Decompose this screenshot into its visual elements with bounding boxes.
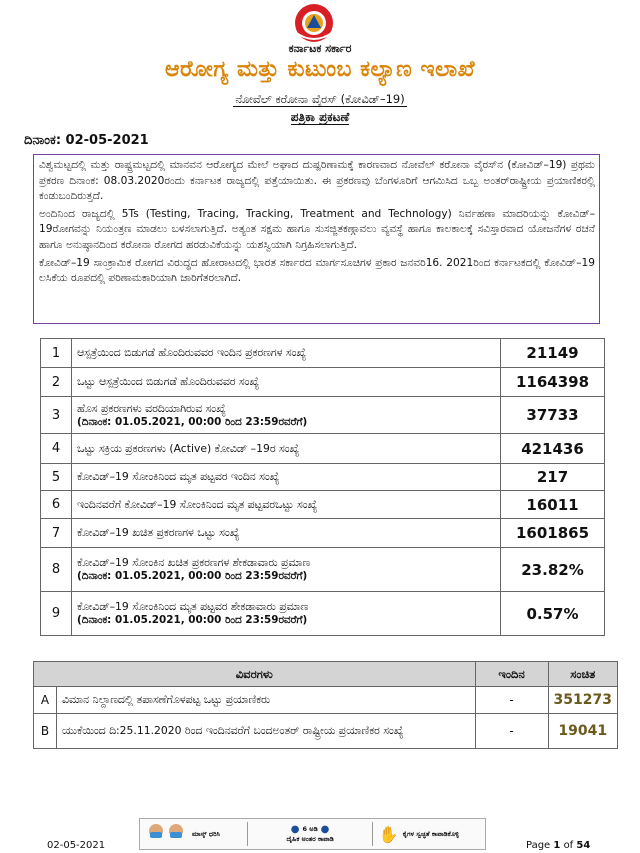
handwash-icon: ✋ <box>378 824 399 844</box>
row-total: 19041 <box>548 714 617 749</box>
row-sublabel: (ದಿನಾಂಕ: 01.05.2021, 00:00 ರಿಂದ 23:59ರವರೆಗೆ) <box>77 614 308 626</box>
stats-table <box>40 338 605 636</box>
person-icon: ● <box>320 824 330 835</box>
row-label: ಯುಕೆಯಿಂದ ದಿ:25.11.2020 ರಿಂದ ಇಂದಿನವರೆಗೆ ಬಂದಅಂತರ್ ರಾಷ್ಟ್ರೀಯ ಪ್ರಯಾಣಿಕರ ಸಂಖ್ಯೆ <box>57 714 476 749</box>
intro-box <box>33 154 600 324</box>
row-label: ಕೋವಿಡ್–19 ಖಚಿತ ಪ್ರಕರಣಗಳ ಒಟ್ಟು ಸಂಖ್ಯೆ <box>72 519 501 548</box>
stats-row <box>41 464 605 491</box>
row-value: 23.82% <box>501 548 605 592</box>
row-label: ಕೋವಿಡ್–19 ಸೋಂಕಿನಿಂದ ಮೃತ ಪಟ್ಟವರ ಇಂದಿನ ಸಂಖ್ಯೆ <box>72 464 501 491</box>
intro-paragraph: ಅಂದಿನಿಂದ ರಾಜ್ಯದಲ್ಲಿ 5Ts (Testing, Tracing, Tracking, Treatment and Technology) ನಿರ್ವಹಣಾ ಮಾದರಿಯನ್ನು ಕೋವಿಡ್–19ರೋಗವನ್ನು ನಿಯಂತ್ರಣ ಮಾಡಲು ಬಳಸಲಾಗುತ್ತಿದೆ. ಅತ್ಯಂತ ಸಕ್ಷಮ ಹಾಗೂ ಸುಸಜ್ಜಿತಕಣ್ಗಾವಲು ವ್ಯವಸ್ಥೆ ಹಾಗೂ ಕಾಲಕಾಲಕ್ಕೆ ಸವಿಸ್ತಾರವಾದ ಯೋಜನೆಗಳ ರಚನೆ ಹಾಗೂ ಅನುಷ್ಠಾನದಿಂದ ಕರೋನಾ ರೋಗದ ಹರಡುವಿಕೆಯನ್ನು ಯಶಸ್ವಿಯಾಗಿ ನಿಗ್ರಹಿಸಲಾಗುತ್ತಿದೆ. <box>39 207 595 251</box>
row-value: 1164398 <box>501 368 605 397</box>
handwash-section: ✋ ಕೈಗಳ ಸ್ವಚ್ಛತೆ ಕಾಪಾಡಿಕೊಳ್ಳಿ <box>378 824 459 844</box>
page-number: Page 1 of 54 <box>526 840 591 851</box>
row-number: 1 <box>41 339 72 368</box>
stats-row <box>41 491 605 519</box>
stats-row <box>41 397 605 434</box>
row-value: 421436 <box>501 434 605 464</box>
row-value: 37733 <box>501 397 605 434</box>
karnataka-emblem-icon <box>281 2 347 44</box>
row-label: ಕೋವಿಡ್–19 ಸೋಂಕಿನ ಖಚಿತ ಪ್ರಕರಣಗಳ ಶೇಕಡಾವಾರು ಪ್ರಮಾಣ (ದಿನಾಂಕ: 01.05.2021, 00:00 ರಿಂದ 23:59ರವರೆಗೆ) <box>72 548 501 592</box>
stats-row <box>41 548 605 592</box>
intro-paragraph: ವಿಶ್ವಮಟ್ಟದಲ್ಲಿ ಮತ್ತು ರಾಷ್ಟ್ರಮಟ್ಟದಲ್ಲಿ ಮಾನವನ ಆರೋಗ್ಯದ ಮೇಲೆ ಅಘಾದ ದುಷ್ಪರಿಣಾಮಕ್ಕೆ ಕಾರಣವಾದ ನೋವೆಲ್ ಕರೋನಾ ವೈರಸ್‌ನ (ಕೋವಿಡ್–19) ಪ್ರಥಮ ಪ್ರಕರಣ ದಿನಾಂಕ: 08.03.2020ರಂದು ಕರ್ನಾಟಕ ರಾಜ್ಯದಲ್ಲಿ ಪತ್ತೆಯಾಯಿತು. ಈ ಪ್ರಕರಣವು ಬೆಂಗಳೂರಿಗೆ ಆಗಮಿಸಿದ ಒಬ್ಬ ಅಂತರ್‌ರಾಷ್ಟ್ರೀಯ ಪ್ರಯಾಣಿಕರಲ್ಲಿ ಕಂಡುಬಂದಿರುತ್ತದೆ. <box>39 159 595 203</box>
stats-row <box>41 339 605 368</box>
row-sublabel: (ದಿನಾಂಕ: 01.05.2021, 00:00 ರಿಂದ 23:59ರವರೆಗೆ) <box>77 570 308 582</box>
document-subtitle: ನೋವೆಲ್ ಕರೋನಾ ವೈರಸ್ (ಕೋವಿಡ್–19) <box>235 92 405 106</box>
travel-table <box>33 661 618 749</box>
row-today: - <box>475 714 548 749</box>
row-label: ಕೋವಿಡ್–19 ಸೋಂಕಿನಿಂದ ಮೃತ ಪಟ್ಟವರ ಶೇಕಡಾವಾರು ಪ್ರಮಾಣ (ದಿನಾಂಕ: 01.05.2021, 00:00 ರಿಂದ 23:59ರವರೆಗೆ) <box>72 592 501 636</box>
department-title: ಆರೋಗ್ಯ ಮತ್ತು ಕುಟುಂಬ ಕಲ್ಯಾಣ ಇಲಾಖೆ <box>164 57 476 82</box>
row-value: 0.57% <box>501 592 605 636</box>
mask-icon <box>146 822 188 846</box>
distance-section: ● 6 ಅಡಿ ● ದೈಹಿಕ ಅಂತರ ಕಾಪಾಡಿ <box>286 824 334 843</box>
row-value: 217 <box>501 464 605 491</box>
header-cumulative: ಸಂಚಿತ <box>548 662 617 687</box>
row-number: 2 <box>41 368 72 397</box>
row-sublabel: (ದಿನಾಂಕ: 01.05.2021, 00:00 ರಿಂದ 23:59ರವರೆಗೆ) <box>77 415 308 428</box>
row-label: ಇಂದಿನವರೆಗೆ ಕೋವಿಡ್–19 ಸೋಂಕಿನಿಂದ ಮೃತ ಪಟ್ಟವರಒಟ್ಟು ಸಂಖ್ಯೆ <box>72 491 501 519</box>
row-label: ವಿಮಾನ ನಿಲ್ದಾಣದಲ್ಲಿ ತಪಾಸಣೆಗೊಳಪಟ್ಟ ಒಟ್ಟು ಪ್ರಯಾಣಿಕರು <box>57 687 476 714</box>
row-number: 5 <box>41 464 72 491</box>
row-label: ಹೊಸ ಪ್ರಕರಣಗಳು ವರದಿಯಾಗಿರುವ ಸಂಖ್ಯೆ (ದಿನಾಂಕ: 01.05.2021, 00:00 ರಿಂದ 23:59ರವರೆಗೆ) <box>72 397 501 434</box>
row-number: 7 <box>41 519 72 548</box>
row-number: 8 <box>41 548 72 592</box>
row-value: 16011 <box>501 491 605 519</box>
row-today: - <box>475 687 548 714</box>
row-id: A <box>34 687 57 714</box>
row-number: 4 <box>41 434 72 464</box>
covid-guidelines-banner <box>139 818 486 850</box>
stats-row <box>41 434 605 464</box>
mask-section: ಮಾಸ್ಕ್ ಧರಿಸಿ <box>140 819 247 849</box>
row-number: 3 <box>41 397 72 434</box>
row-value: 1601865 <box>501 519 605 548</box>
row-label: ಒಟ್ಟು ಸಕ್ರಿಯ ಪ್ರಕರಣಗಳು (Active) ಕೋವಿಡ್ –19ರ ಸಂಖ್ಯೆ <box>72 434 501 464</box>
row-number: 6 <box>41 491 72 519</box>
government-name: ಕರ್ನಾಟಕ ಸರ್ಕಾರ <box>288 42 352 55</box>
row-id: B <box>34 714 57 749</box>
stats-row <box>41 368 605 397</box>
row-label: ಒಟ್ಟು ಆಸ್ಪತ್ರೆಯಿಂದ ಬಿಡುಗಡೆ ಹೊಂದಿರುವವರ ಸಂಖ್ಯೆ <box>72 368 501 397</box>
row-total: 351273 <box>548 687 617 714</box>
release-date: ದಿನಾಂಕ: 02-05-2021 <box>24 133 149 148</box>
header-today: ಇಂದಿನ <box>475 662 548 687</box>
footer-date: 02-05-2021 <box>47 840 106 851</box>
row-value: 21149 <box>501 339 605 368</box>
press-release-heading: ಪತ್ರಿಕಾ ಪ್ರಕಟಣೆ <box>290 110 350 124</box>
person-icon: ● <box>290 824 300 835</box>
travel-row <box>34 687 618 714</box>
row-number: 9 <box>41 592 72 636</box>
stats-row <box>41 592 605 636</box>
stats-row <box>41 519 605 548</box>
intro-paragraph: ಕೋವಿಡ್–19 ಸಾಂಕ್ರಾಮಿಕ ರೋಗದ ವಿರುದ್ಧದ ಹೋರಾಟದಲ್ಲಿ ಭಾರತ ಸರ್ಕಾರದ ಮಾರ್ಗಸೂಚಿಗಳ ಪ್ರಕಾರ ಜನವರಿ16. 2021ರಿಂದ ಕರ್ನಾಟಕದಲ್ಲಿ ಕೋವಿಡ್–19 ಲಸಿಕೆಯ ರೂಪದಲ್ಲಿ ಪರಿಣಾಮಕಾರಿಯಾಗಿ ಜಾರಿಗೆತರಲಾಗಿದೆ. <box>39 256 595 285</box>
travel-header-row <box>34 662 618 687</box>
header-details: ವಿವರಗಳು <box>34 662 476 687</box>
travel-row <box>34 714 618 749</box>
row-label: ಆಸ್ಪತ್ರೆಯಿಂದ ಬಿಡುಗಡೆ ಹೊಂದಿರುವವರ ಇಂದಿನ ಪ್ರಕರಣಗಳ ಸಂಖ್ಯೆ <box>72 339 501 368</box>
